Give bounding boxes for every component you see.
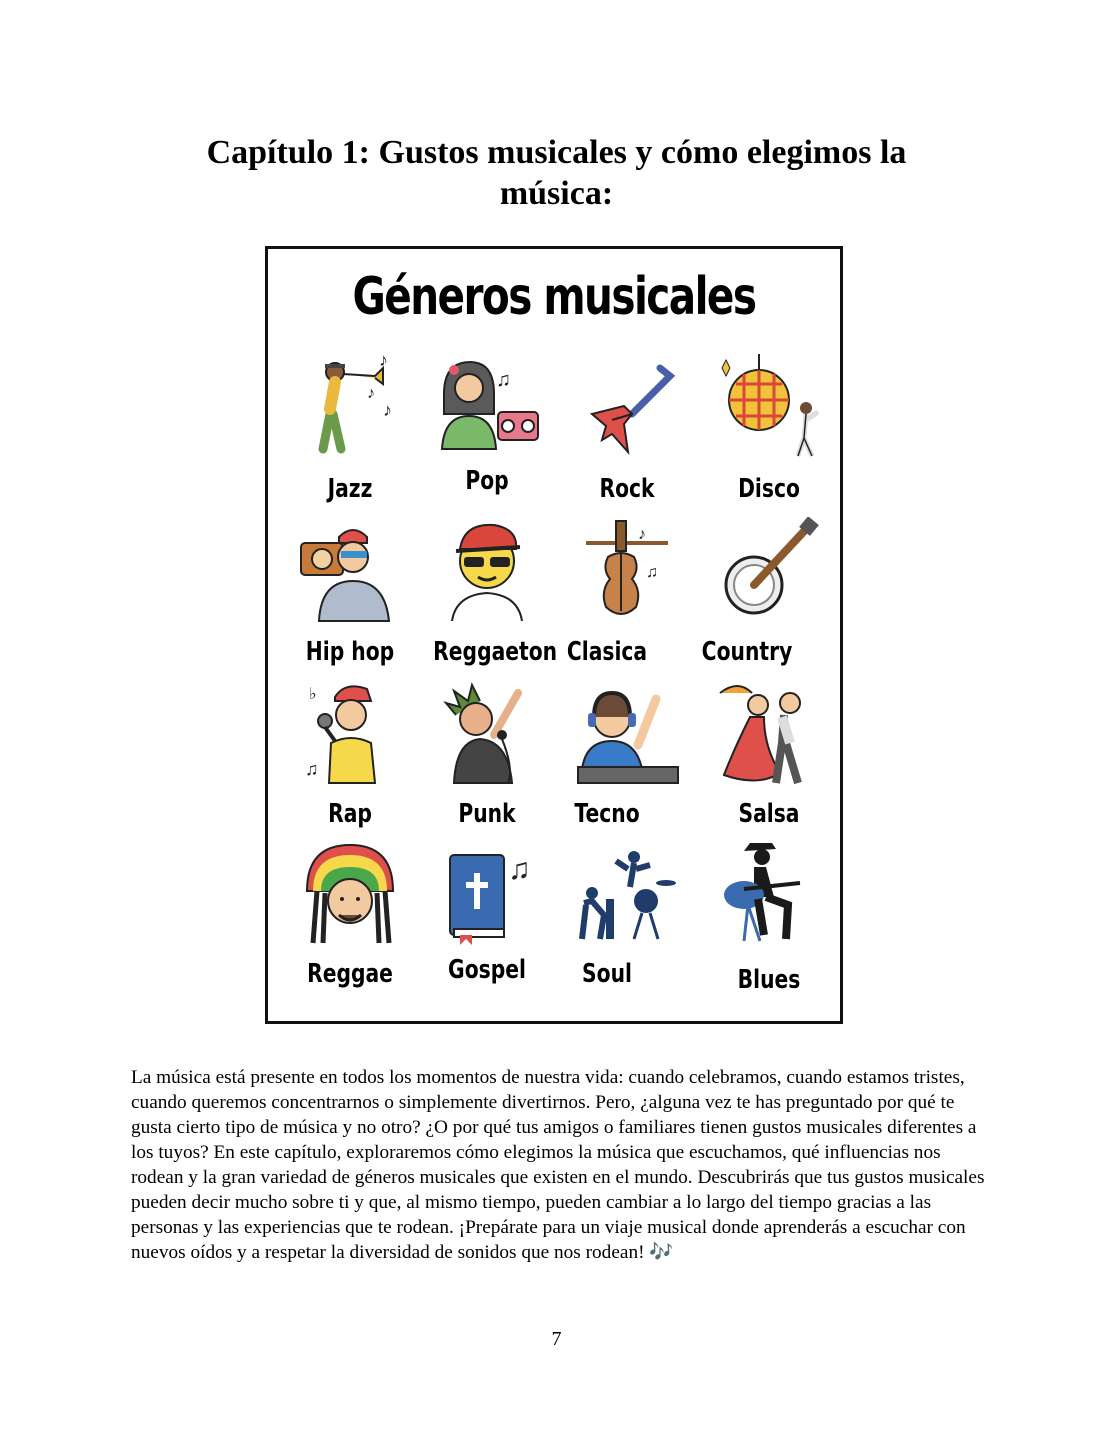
dj-icon bbox=[572, 679, 682, 789]
svg-text:♪: ♪ bbox=[379, 354, 388, 370]
genre-country bbox=[700, 517, 838, 677]
genre-reggae bbox=[281, 839, 419, 999]
svg-text:♫: ♫ bbox=[496, 369, 511, 391]
band-silhouette-icon bbox=[572, 839, 682, 949]
poster-title: Géneros musicales bbox=[352, 267, 756, 327]
banjo-icon bbox=[714, 517, 824, 627]
svg-text:♫: ♫ bbox=[508, 853, 531, 886]
genres-poster bbox=[265, 246, 843, 1024]
chapter-title-line-2: música: bbox=[499, 175, 614, 212]
rapper-microphone-icon bbox=[295, 679, 405, 789]
genre-rap bbox=[281, 679, 419, 839]
genre-label-jazz: Jazz bbox=[327, 474, 373, 504]
genre-punk bbox=[418, 679, 556, 839]
punk-singer-icon bbox=[432, 679, 542, 789]
svg-text:♭: ♭ bbox=[309, 686, 317, 703]
violin-icon bbox=[572, 517, 682, 627]
singer-radio-icon bbox=[432, 354, 542, 464]
chapter-title bbox=[150, 132, 963, 214]
svg-text:♪: ♪ bbox=[367, 385, 375, 402]
bible-icon bbox=[432, 839, 542, 949]
genre-label-reggaeton: Reggaeton bbox=[433, 637, 558, 667]
rasta-icon bbox=[295, 839, 405, 949]
body-paragraph: La música está presente en todos los momentos de nuestra vida: cuando celebramos, cuando estamos tristes, cuando queremos concentrarnos o simplemente divertirnos. Pero, ¿alguna vez te has preguntado por qué te gusta cierto tipo de música y no otro? ¿O por qué tus amigos o familiares tienen gustos musicales diferentes a los tuyos? En este capítulo, exploraremos cómo elegimos la música que escuchamos, qué influencias nos rodean y la gran variedad de géneros musicales que existen en el mundo. Descubrirás que tus gustos musicales pueden decir mucho sobre ti y que, al mismo tiempo, pueden cambiar a lo largo del tiempo gracias a las personas y las experiencias que te rodean. ¡Prepárate para un viaje musical donde aprenderás a escuchar con nuevos oídos y a respetar la diversidad de sonidos que nos rodean! 🎶 bbox=[131, 1067, 985, 1263]
svg-text:♫: ♫ bbox=[305, 759, 319, 779]
genre-label-salsa: Salsa bbox=[738, 799, 800, 829]
genre-label-disco: Disco bbox=[738, 474, 800, 504]
genre-label-rock: Rock bbox=[599, 474, 655, 504]
genre-label-rap: Rap bbox=[328, 799, 372, 829]
genre-pop bbox=[418, 354, 556, 514]
genre-blues bbox=[700, 839, 838, 999]
genre-label-country: Country bbox=[701, 637, 793, 667]
page-number: 7 bbox=[551, 1328, 562, 1350]
trumpet-player-icon bbox=[295, 354, 405, 464]
genre-gospel bbox=[418, 839, 556, 999]
guitarist-silhouette-icon bbox=[714, 839, 824, 949]
genre-reggaeton bbox=[418, 517, 556, 677]
genre-disco bbox=[700, 354, 838, 514]
genre-label-pop: Pop bbox=[465, 466, 509, 496]
chapter-title-line-1: Capítulo 1: Gustos musicales y cómo elegimos la bbox=[206, 134, 907, 171]
genre-label-clasica: Clasica bbox=[566, 637, 648, 667]
genre-label-gospel: Gospel bbox=[448, 955, 526, 985]
svg-text:♪: ♪ bbox=[638, 526, 646, 543]
genre-label-hip-hop: Hip hop bbox=[305, 637, 395, 667]
genre-label-tecno: Tecno bbox=[574, 799, 640, 829]
svg-text:♪: ♪ bbox=[383, 400, 392, 420]
salsa-dancers-icon bbox=[714, 679, 824, 789]
genre-label-reggae: Reggae bbox=[307, 959, 393, 989]
genre-hip-hop bbox=[281, 517, 419, 677]
genre-rock bbox=[558, 354, 696, 514]
genre-label-punk: Punk bbox=[458, 799, 516, 829]
genre-salsa bbox=[700, 679, 838, 839]
genre-label-blues: Blues bbox=[737, 965, 801, 995]
cap-sunglasses-icon bbox=[432, 517, 542, 627]
genre-jazz bbox=[281, 354, 419, 514]
svg-text:♫: ♫ bbox=[646, 564, 658, 581]
disco-ball-icon bbox=[714, 354, 824, 464]
genre-label-soul: Soul bbox=[582, 959, 632, 989]
electric-guitar-icon bbox=[572, 354, 682, 464]
boombox-rapper-icon bbox=[295, 517, 405, 627]
genre-tecno bbox=[558, 679, 696, 839]
genre-soul bbox=[558, 839, 696, 999]
genre-clasica bbox=[558, 517, 696, 677]
